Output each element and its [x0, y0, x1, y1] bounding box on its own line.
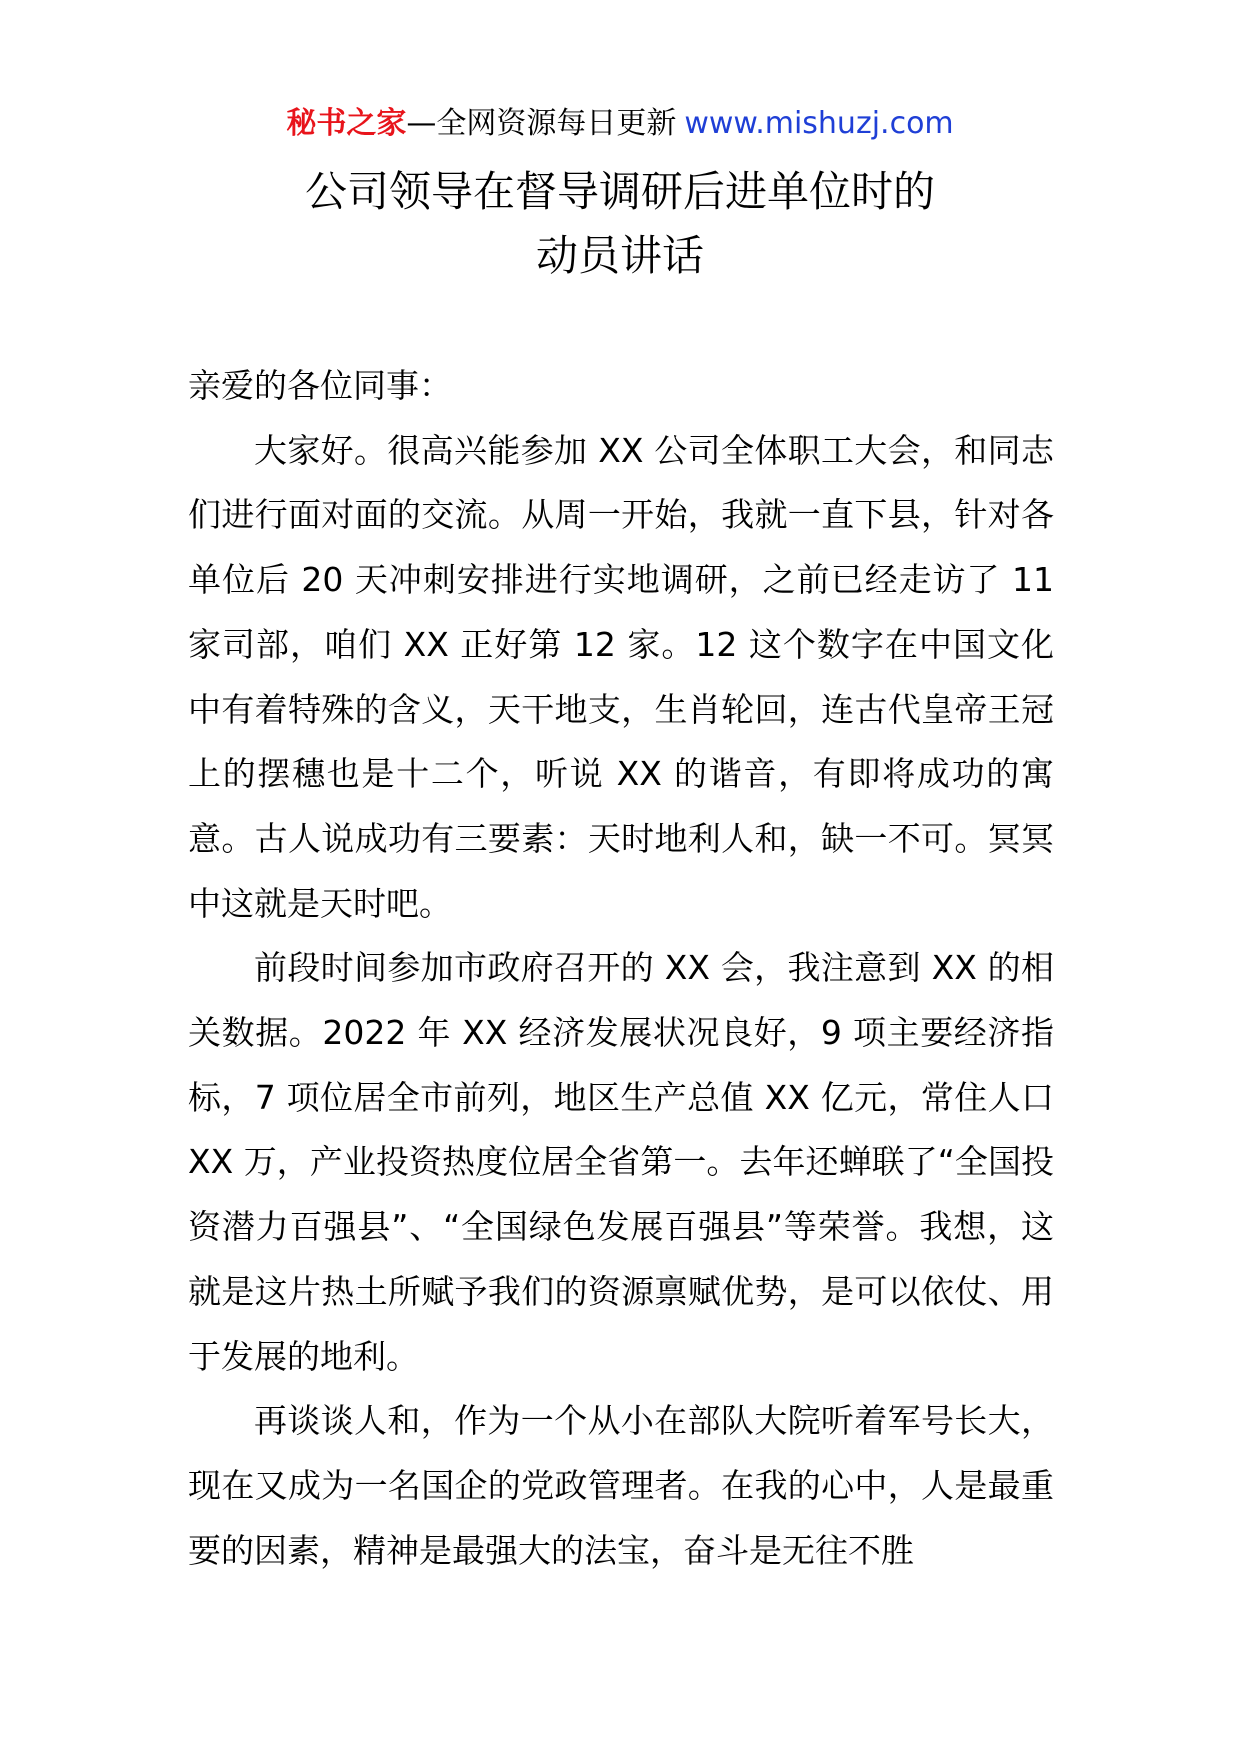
paragraph-1: 大家好。很高兴能参加 XX 公司全体职工大会，和同志们进行面对面的交流。从周一开始，我就一直下县，针对各单位后 20 天冲刺安排进行实地调研，之前已经走访了 11 家司部，咱们 XX 正好第 12 家。12 这个数字在中国文化中有着特殊的含义，天干地支，生肖轮回，连古代皇帝王冠上的摆穗也是十二个，听说 XX 的谐音，有即将成功的寓意。古人说成功有三要素：天时地利人和，缺一不可。冥冥中这就是天时吧。: [188, 430, 1054, 923]
site-url-link[interactable]: www.mishuzj.com: [684, 106, 954, 141]
document-title: [0, 160, 1240, 288]
paragraph-2: 前段时间参加市政府召开的 XX 会，我注意到 XX 的相关数据。2022 年 XX 经济发展状况良好，9 项主要经济指标，7 项位居全市前列，地区生产总值 XX 亿元，常住人口 XX 万，产业投资热度位居全省第一。去年还蝉联了“全国投资潜力百强县”、“全国绿色发展百强县”等荣誉。我想，这就是这片热土所赋予我们的资源禀赋优势，是可以依仗、用于发展的地利。: [188, 948, 1054, 1376]
title-line-2: 动员讲话: [535, 231, 704, 280]
document-body: [188, 354, 1054, 1583]
salutation: 亲爱的各位同事：: [188, 366, 452, 405]
site-brand: 秘书之家: [286, 106, 407, 141]
title-line-1: 公司领导在督导调研后进单位时的: [304, 167, 935, 216]
paragraph-3: 再谈谈人和，作为一个从小在部队大院听着军号长大，现在又成为一名国企的党政管理者。在我的心中，人是最重要的因素，精神是最强大的法宝，奋斗是无往不胜: [188, 1401, 1054, 1570]
site-header: [0, 100, 1240, 148]
site-slogan: —全网资源每日更新: [406, 106, 677, 141]
